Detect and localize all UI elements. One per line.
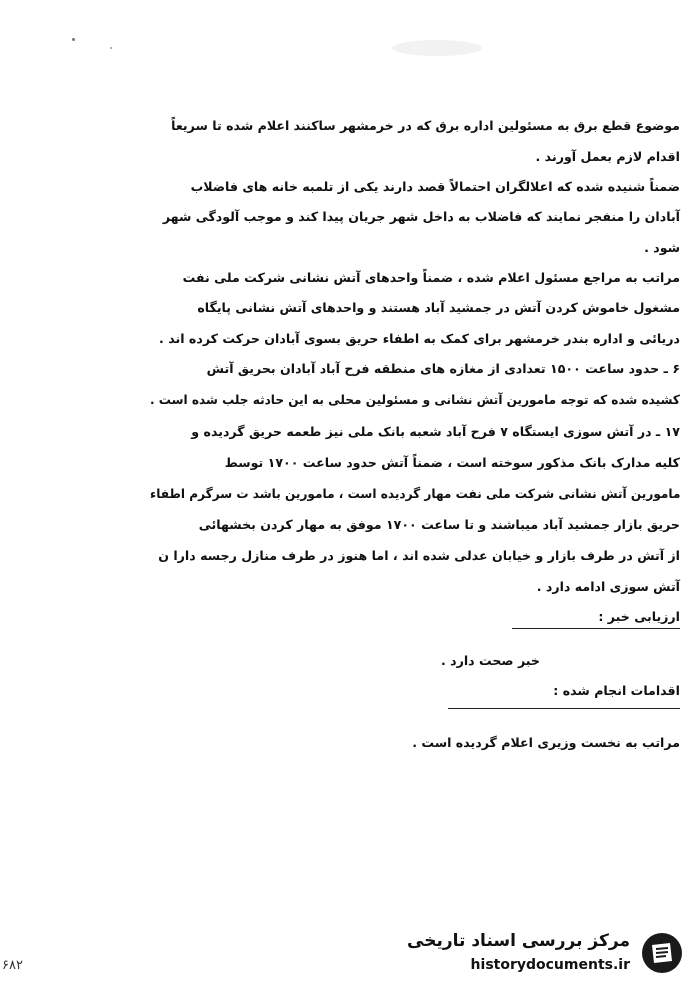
body-line-10: کشیده شده که توجه مامورین آتش نشانی و مسئولین محلی به این حادثه جلب شده است . xyxy=(150,392,680,407)
action-label: اقدامات انجام شده : xyxy=(553,683,680,698)
body-line-11: ۱۷ ـ در آتش سوزی ایستگاه ۷ فرح آباد شعبه بانک ملی نیز طعمه حریق گردیده و xyxy=(191,424,680,439)
body-line-9: ۶ ـ حدود ساعت ۱۵۰۰ تعدادی از مغازه های منطقه فرح آباد آبادان بحریق آتش xyxy=(206,361,680,376)
body-line-8: دریائی و اداره بندر خرمشهر برای کمک به اطفاء حریق بسوی آبادان حرکت کرده اند . xyxy=(159,331,680,346)
watermark-logo xyxy=(407,927,684,983)
body-line-7: مشغول خاموش کردن آتش در جمشید آباد هستند و واحدهای آتش نشانی پایگاه xyxy=(197,300,680,315)
scan-speck xyxy=(110,47,112,49)
body-line-3: ضمناً شنیده شده که اعلالگران احتمالاً قصد دارند یکی از تلمبه خانه های فاضلاب xyxy=(190,179,680,194)
watermark-url: historydocuments.ir xyxy=(470,957,630,973)
body-line-15: از آتش در طرف بازار و خیابان عدلی شده اند ، اما هنوز در طرف منازل رجسه دارا ن xyxy=(158,548,680,563)
assessment-label: ارزیابی خبر : xyxy=(598,609,680,624)
body-line-14: حریق بازار جمشید آباد میباشند و تا ساعت ۱۷۰۰ موفق به مهار کردن بخشهائی xyxy=(198,517,680,532)
body-line-12: کلیه مدارک بانک مذکور سوخته است ، ضمناً آتش حدود ساعت ۱۷۰۰ توسط xyxy=(224,455,680,470)
archive-logo-icon xyxy=(640,931,684,975)
body-line-2: اقدام لازم بعمل آورند . xyxy=(535,149,680,164)
scan-speck xyxy=(72,38,75,41)
body-line-1: موضوع قطع برق به مسئولین اداره برق که در خرمشهر ساکنند اعلام شده تا سریعاً xyxy=(171,118,680,133)
assessment-underline xyxy=(512,628,680,629)
closing-line: مراتب به نخست وزیری اعلام گردیده است . xyxy=(412,735,680,750)
watermark-name: مرکز بررسی اسناد تاریخی xyxy=(407,931,630,951)
assessment-value: خبر صحت دارد . xyxy=(440,653,540,668)
page-number: ۶۸۲ xyxy=(2,958,23,973)
faded-stamp-mark xyxy=(392,40,482,56)
body-line-13: مامورین آتش نشانی شرکت ملی نفت مهار گردیده است ، مامورین باشد ت سرگرم اطفاء xyxy=(149,486,680,501)
body-line-5: شود . xyxy=(644,240,680,255)
body-line-6: مراتب به مراجع مسئول اعلام شده ، ضمناً واحدهای آتش نشانی شرکت ملی نفت xyxy=(182,270,680,285)
body-line-4: آبادان را منفجر نمایند که فاضلاب به داخل شهر جریان پیدا کند و موجب آلودگی شهر xyxy=(162,209,680,224)
action-underline xyxy=(448,708,680,709)
body-line-16: آتش سوزی ادامه دارد . xyxy=(536,579,680,594)
